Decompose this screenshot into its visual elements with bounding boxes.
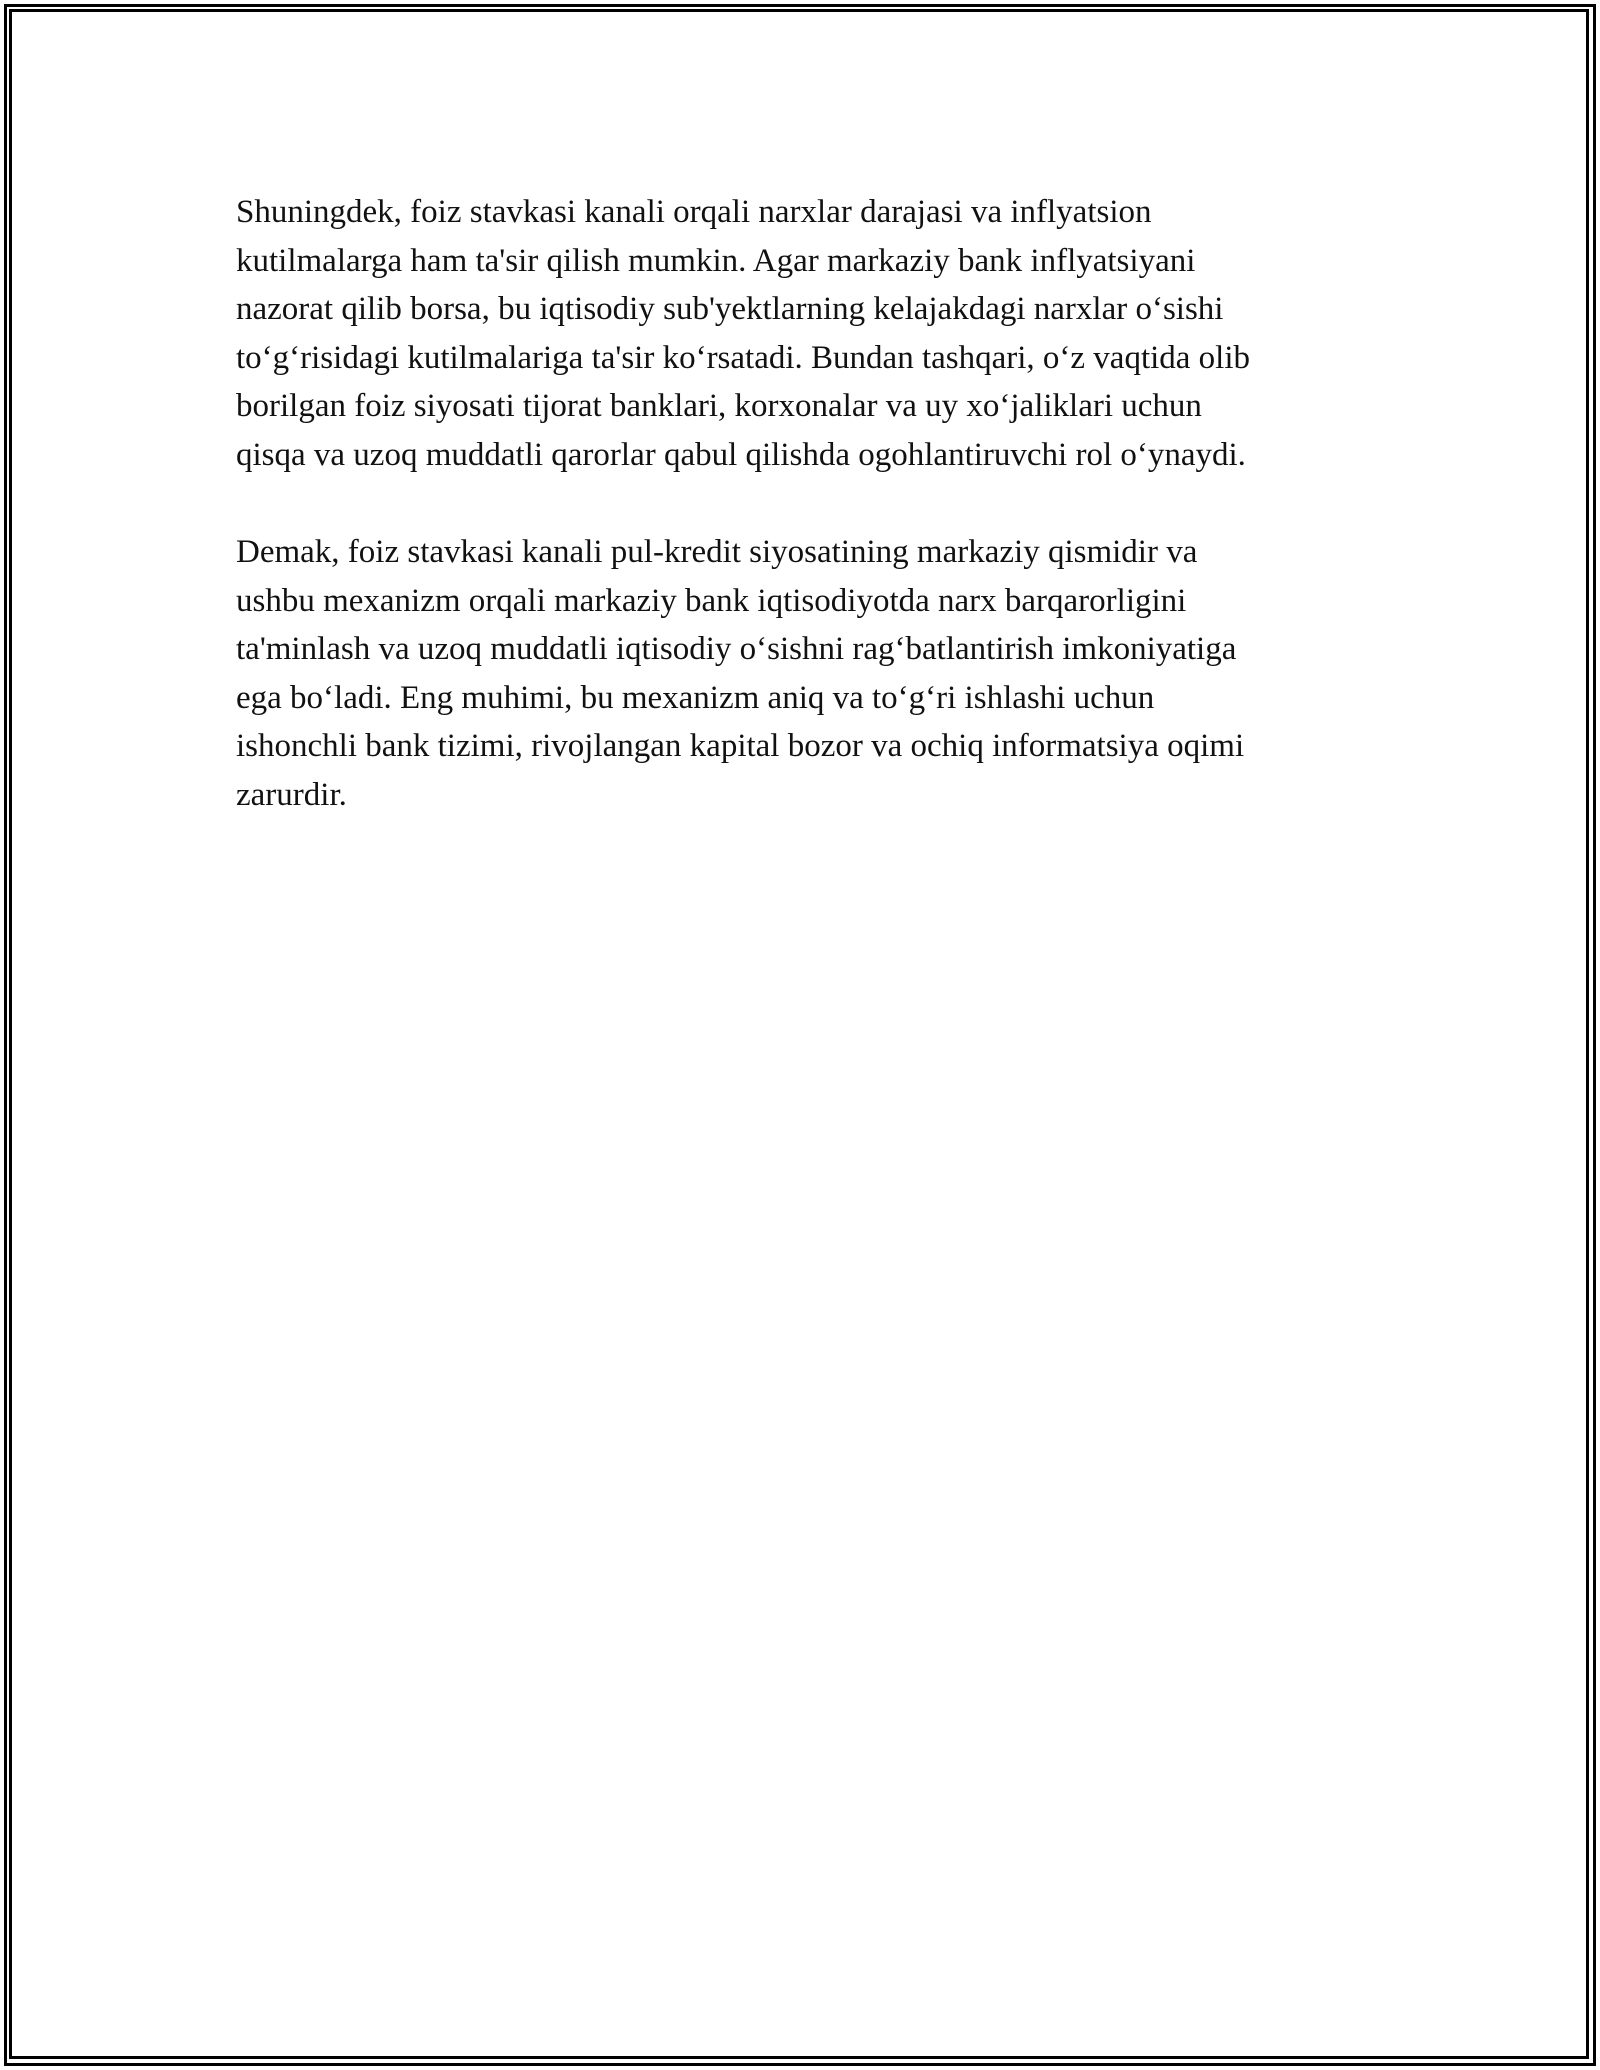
text-line: ishonchli bank tizimi, rivojlangan kapital bozor va ochiq informatsiya oqimi bbox=[236, 728, 1245, 764]
text-line: nazorat qilib borsa, bu iqtisodiy sub'yektlarning kelajakdagi narxlar o‘sishi bbox=[236, 291, 1224, 327]
text-line: zarurdir. bbox=[236, 776, 347, 813]
text-line: Demak, foiz stavkasi kanali pul-kredit siyosatining markaziy qismidir va bbox=[236, 534, 1198, 570]
text-line: qisqa va uzoq muddatli qarorlar qabul qilishda ogohlantiruvchi rol o‘ynaydi. bbox=[236, 436, 1246, 473]
document-body bbox=[236, 188, 1366, 868]
text-line: borilgan foiz siyosati tijorat banklari, korxonalar va uy xo‘jaliklari uchun bbox=[236, 388, 1202, 424]
paragraph-1 bbox=[236, 188, 1366, 479]
text-line: ushbu mexanizm orqali markaziy bank iqtisodiyotda narx barqarorligini bbox=[236, 582, 1187, 619]
text-line: ega bo‘ladi. Eng muhimi, bu mexanizm aniq va to‘g‘ri ishlashi uchun bbox=[236, 679, 1155, 716]
text-line: Shuningdek, foiz stavkasi kanali orqali narxlar darajasi va inflyatsion bbox=[236, 194, 1152, 230]
text-line: kutilmalarga ham ta'sir qilish mumkin. Agar markaziy bank inflyatsiyani bbox=[236, 242, 1196, 279]
text-line: ta'minlash va uzoq muddatli iqtisodiy o‘sishni rag‘batlantirish imkoniyatiga bbox=[236, 631, 1237, 667]
paragraph-2 bbox=[236, 528, 1366, 819]
text-line: to‘g‘risidagi kutilmalariga ta'sir ko‘rsatadi. Bundan tashqari, o‘z vaqtida olib bbox=[236, 339, 1251, 376]
